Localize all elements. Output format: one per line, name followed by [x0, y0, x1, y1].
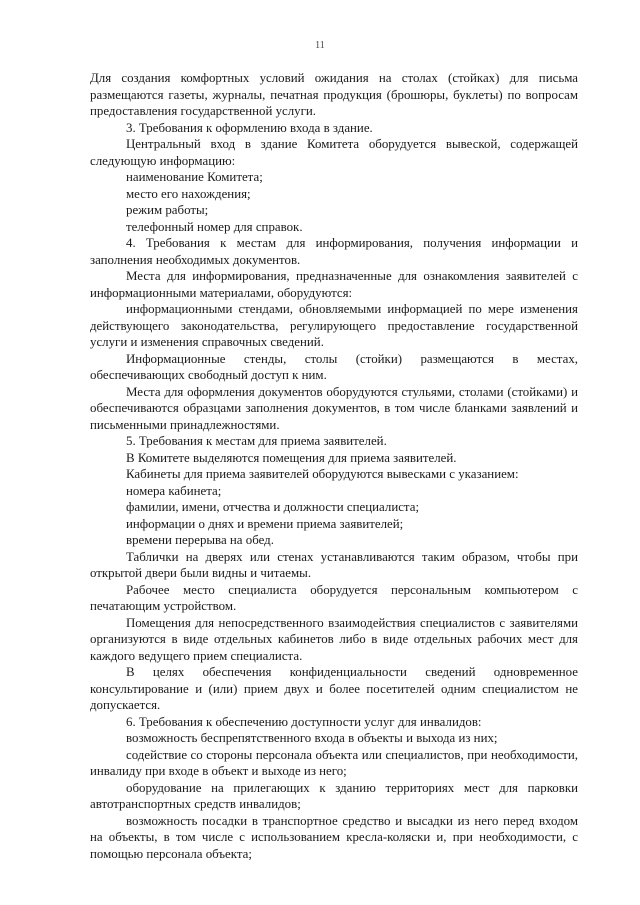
list-item-transport-boarding: возможность посадки в транспортное средство и высадки из него перед входом на объекты, в том числе с использованием кресла-коляски и, при необходимости, с помощью персонала объекта;	[90, 813, 578, 861]
paragraph-interaction-rooms: Помещения для непосредственного взаимодействия специалистов с заявителями организуются в виде отдельных кабинетов либо в виде отдельных рабочих мест для каждого ведущего прием специалиста.	[90, 615, 578, 663]
list-item-staff-assistance: содействие со стороны персонала объекта или специалистов, при необходимости, инвалиду при входе в объект и выходе из него;	[90, 747, 578, 778]
paragraph-information-places: Места для информирования, предназначенные для ознакомления заявителей с информационными материалами, оборудуются:	[90, 269, 578, 300]
paragraph-information-stands: информационными стендами, обновляемыми информацией по мере изменения действующего законодательства, регулирующего предоставление государственной услуги и изменения справочных сведений.	[90, 302, 578, 349]
paragraph-confidentiality: В целях обеспечения конфиденциальности сведений одновременное консультирование и (или) прием двух и более посетителей одним специалистом не допускается.	[90, 665, 578, 712]
section-heading-reception-places: 5. Требования к местам для приема заявителей.	[126, 434, 387, 448]
section-heading-information-places: 4. Требования к местам для информирования, получения информации и заполнения необходимых документов.	[90, 236, 578, 267]
paragraph-door-plates: Таблички на дверях или стенах устанавливаются таким образом, чтобы при открытой двери были видны и читаемы.	[90, 549, 578, 580]
paragraph-office-signs: Кабинеты для приема заявителей оборудуются вывесками с указанием:	[126, 467, 519, 481]
page-number: 11	[315, 40, 325, 51]
list-item-committee-name: наименование Комитета;	[126, 170, 263, 184]
paragraph-document-places: Места для оформления документов оборудуются стульями, столами (стойками) и обеспечиваются образцами заполнения документов, в том числе бланками заявлений и письменными принадлежностями.	[90, 384, 578, 432]
list-item-specialist-name: фамилии, имени, отчества и должности специалиста;	[126, 500, 420, 514]
paragraph-waiting-conditions: Для создания комфортных условий ожидания на столах (стойках) для письма размещаются газеты, журналы, печатная продукция (брошюры, буклеты) по вопросам предоставления государственной услуги.	[90, 71, 578, 118]
paragraph-workplace: Рабочее место специалиста оборудуется персональным компьютером с печатающим устройством.	[90, 582, 578, 613]
list-item-lunch-break: времени перерыва на обед.	[126, 533, 274, 547]
list-item-free-entry: возможность беспрепятственного входа в объекты и выхода из них;	[126, 731, 498, 745]
paragraph-reception-rooms: В Комитете выделяются помещения для приема заявителей.	[126, 450, 457, 465]
section-heading-entrance: 3. Требования к оформлению входа в здание.	[126, 120, 373, 135]
paragraph-stands-placement: Информационные стенды, столы (стойки) размещаются в местах, обеспечивающих свободный доступ к ним.	[90, 351, 578, 382]
list-item-parking: оборудование на прилегающих к зданию территориях мест для парковки автотранспортных средств инвалидов;	[90, 780, 578, 811]
section-heading-accessibility: 6. Требования к обеспечению доступности услуг для инвалидов:	[126, 714, 482, 729]
list-item-office-number: номера кабинета;	[126, 483, 222, 498]
list-item-location: место его нахождения;	[126, 186, 251, 201]
list-item-reception-days: информации о днях и времени приема заявителей;	[126, 516, 404, 531]
paragraph-entrance-sign: Центральный вход в здание Комитета оборудуется вывеской, содержащей следующую информацию:	[90, 137, 578, 168]
list-item-working-hours: режим работы;	[126, 203, 209, 217]
list-item-phone: телефонный номер для справок.	[126, 219, 303, 234]
document-body	[90, 70, 578, 862]
